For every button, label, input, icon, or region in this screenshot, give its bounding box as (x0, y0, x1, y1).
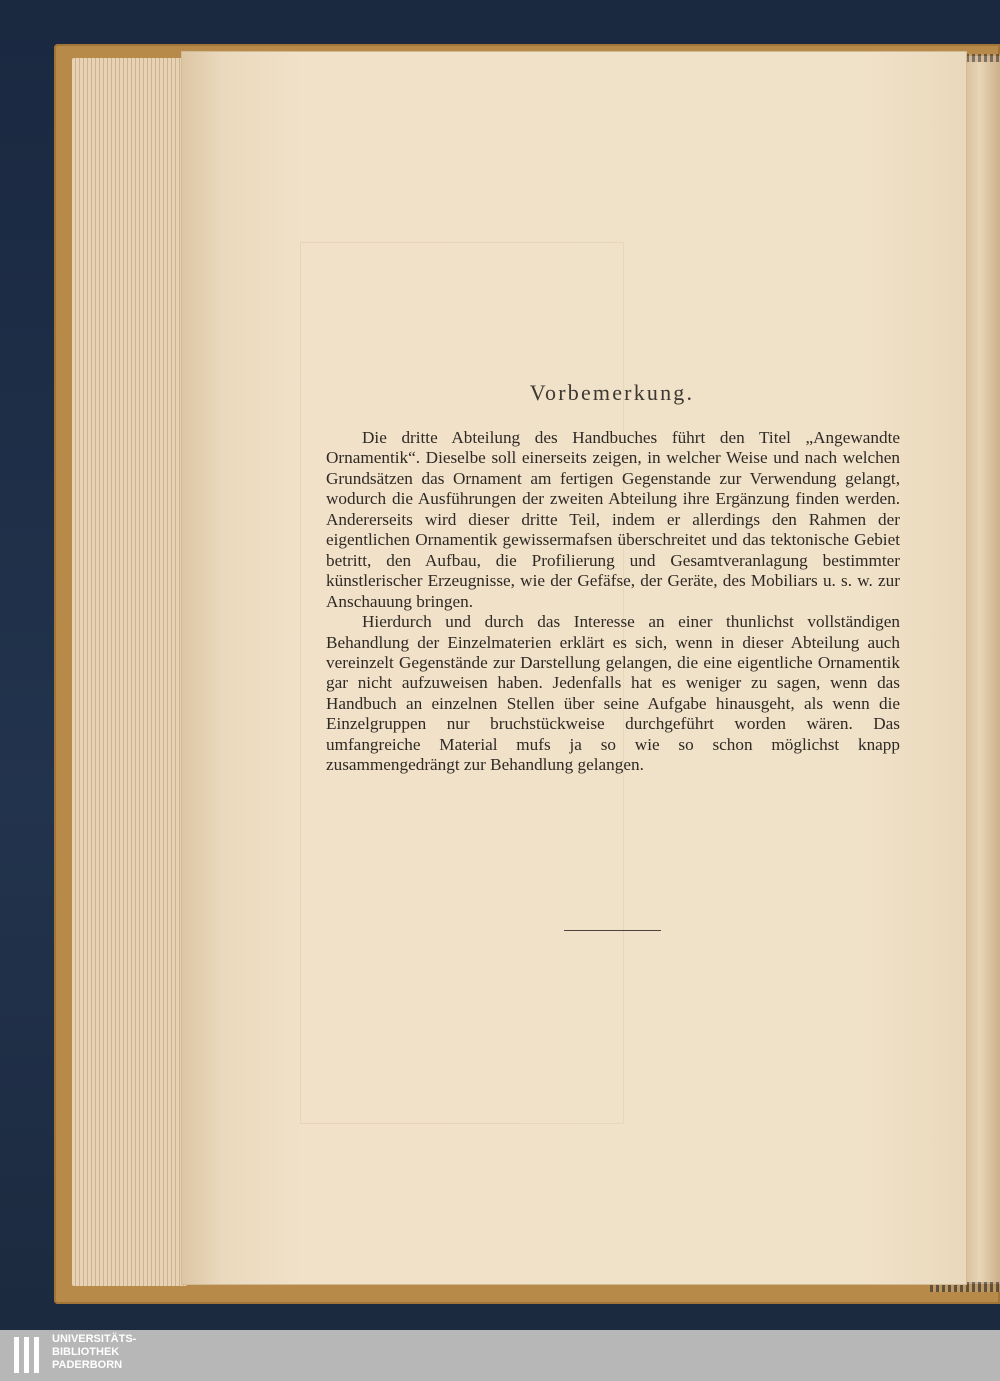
library-name[interactable] (52, 1333, 136, 1372)
page-title: Vorbemerkung. (529, 380, 695, 405)
logo-bar (34, 1337, 39, 1373)
logo-bar (14, 1337, 19, 1373)
library-name-line: UNIVERSITÄTS- (52, 1333, 137, 1345)
page-edges (72, 58, 187, 1286)
right-leaf-edge (966, 56, 1000, 1284)
paragraph: Die dritte Abteilung des Handbuches führt den Titel „Angewandte Ornamentik“. Dieselbe soll einerseits zeigen, in welcher Weise und nach welchen Grundsätzen das Ornament am fertigen Gegenstande zur Verwendung gelangt, wodurch die Ausführungen der zweiten Abteilung ihre Ergänzung finden werden. Andererseits wird dieser dritte Teil, indem er allerdings den Rahmen der eigentlichen Ornamentik gewissermafsen überschreitet und das tektonische Gebiet betritt, den Aufbau, die Profilierung und Gesamtveranlagung bestimmter künstlerischer Erzeugnisse, wie der Gefäfse, der Geräte, des Mobiliars u. s. w. zur Anschauung bringen. (326, 428, 900, 611)
logo-bar (24, 1337, 29, 1373)
library-name-line: BIBLIOTHEK (52, 1346, 120, 1358)
viewer-footer (0, 1330, 1000, 1381)
library-name-line: PADERBORN (52, 1359, 123, 1371)
paragraph: Hierdurch und durch das Interesse an einer thunlichst vollständigen Behandlung der Einzelmaterien erklärt es sich, wenn in dieser Abteilung auch vereinzelt Gegenstände zur Darstellung gelangen, die eine eigentliche Ornamentik gar nicht aufzuweisen haben. Jedenfalls hat es weniger zu sagen, wenn das Handbuch an einzelnen Stellen über seine Aufgabe hinausgeht, als wenn die Einzelgruppen nur bruchstückweise durchgeführt worden wären. Das umfangreiche Material mufs ja so wie so schon möglichst knapp zusammengedrängt zur Behandlung gelangen. (326, 612, 900, 775)
page-body (326, 428, 900, 776)
closing-rule (564, 930, 661, 931)
library-logo-icon (14, 1337, 46, 1375)
